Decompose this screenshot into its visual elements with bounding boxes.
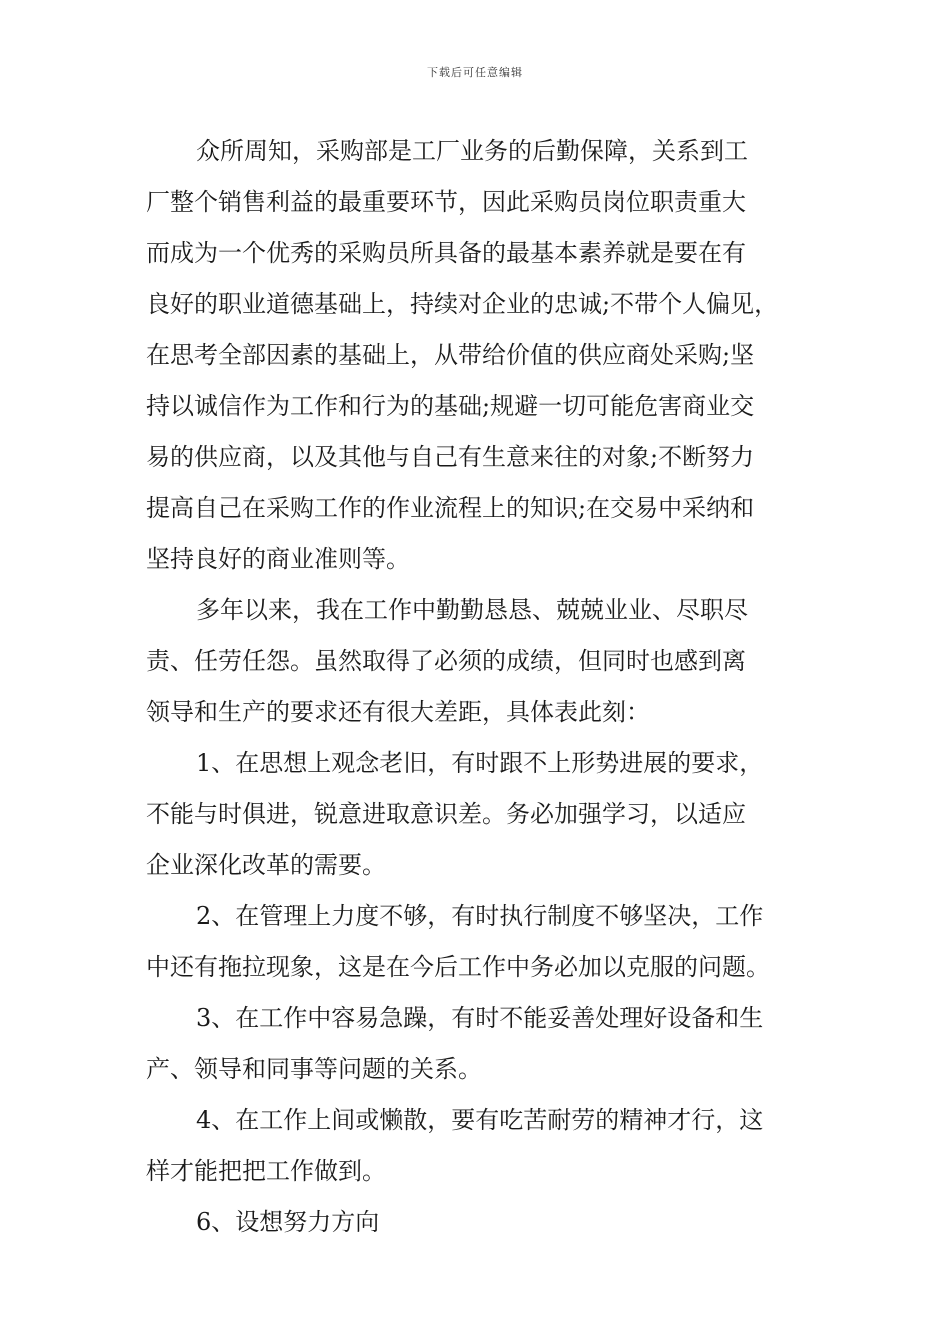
text-line: 坚持良好的商业准则等。 (146, 545, 410, 573)
text-line: 6、设想努力方向 (196, 1208, 380, 1236)
text-line: 1、在思想上观念老旧，有时跟不上形势进展的要求， (196, 749, 764, 777)
text-line: 易的供应商，以及其他与自己有生意来往的对象;不断努力 (146, 443, 755, 471)
text-line: 3、在工作中容易急躁，有时不能妥善处理好设备和生 (196, 1004, 764, 1032)
text-line: 在思考全部因素的基础上，从带给价值的供应商处采购;坚 (146, 341, 755, 369)
paragraph-1 (146, 126, 808, 585)
paragraph-4 (146, 891, 808, 993)
text-line: 责、任劳任怨。虽然取得了必须的成绩，但同时也感到离 (146, 647, 746, 675)
text-line: 厂整个销售利益的最重要环节，因此采购员岗位职责重大 (146, 188, 746, 216)
paragraph-2 (146, 585, 808, 738)
header-note: 下载后可任意编辑 (427, 66, 523, 79)
text-line: 4、在工作上间或懒散，要有吃苦耐劳的精神才行，这 (196, 1106, 764, 1134)
paragraph-7 (146, 1197, 808, 1248)
text-line: 中还有拖拉现象，这是在今后工作中务必加以克服的问题。 (146, 953, 770, 981)
text-line: 2、在管理上力度不够，有时执行制度不够坚决，工作 (196, 902, 764, 930)
document-body (146, 126, 808, 1248)
text-line: 良好的职业道德基础上，持续对企业的忠诚;不带个人偏见， (146, 290, 779, 318)
text-line: 企业深化改革的需要。 (146, 851, 386, 879)
text-line: 不能与时俱进，锐意进取意识差。务必加强学习，以适应 (146, 800, 746, 828)
text-line: 提高自己在采购工作的作业流程上的知识;在交易中采纳和 (146, 494, 755, 522)
text-line: 样才能把把工作做到。 (146, 1157, 386, 1185)
text-line: 众所周知，采购部是工厂业务的后勤保障，关系到工 (196, 137, 748, 165)
text-line: 产、领导和同事等问题的关系。 (146, 1055, 482, 1083)
paragraph-5 (146, 993, 808, 1095)
paragraph-6 (146, 1095, 808, 1197)
text-line: 领导和生产的要求还有很大差距，具体表此刻： (146, 698, 650, 726)
text-line: 多年以来，我在工作中勤勤恳恳、兢兢业业、尽职尽 (196, 596, 748, 624)
paragraph-3 (146, 738, 808, 891)
text-line: 而成为一个优秀的采购员所具备的最基本素养就是要在有 (146, 239, 746, 267)
text-line: 持以诚信作为工作和行为的基础;规避一切可能危害商业交 (146, 392, 755, 420)
